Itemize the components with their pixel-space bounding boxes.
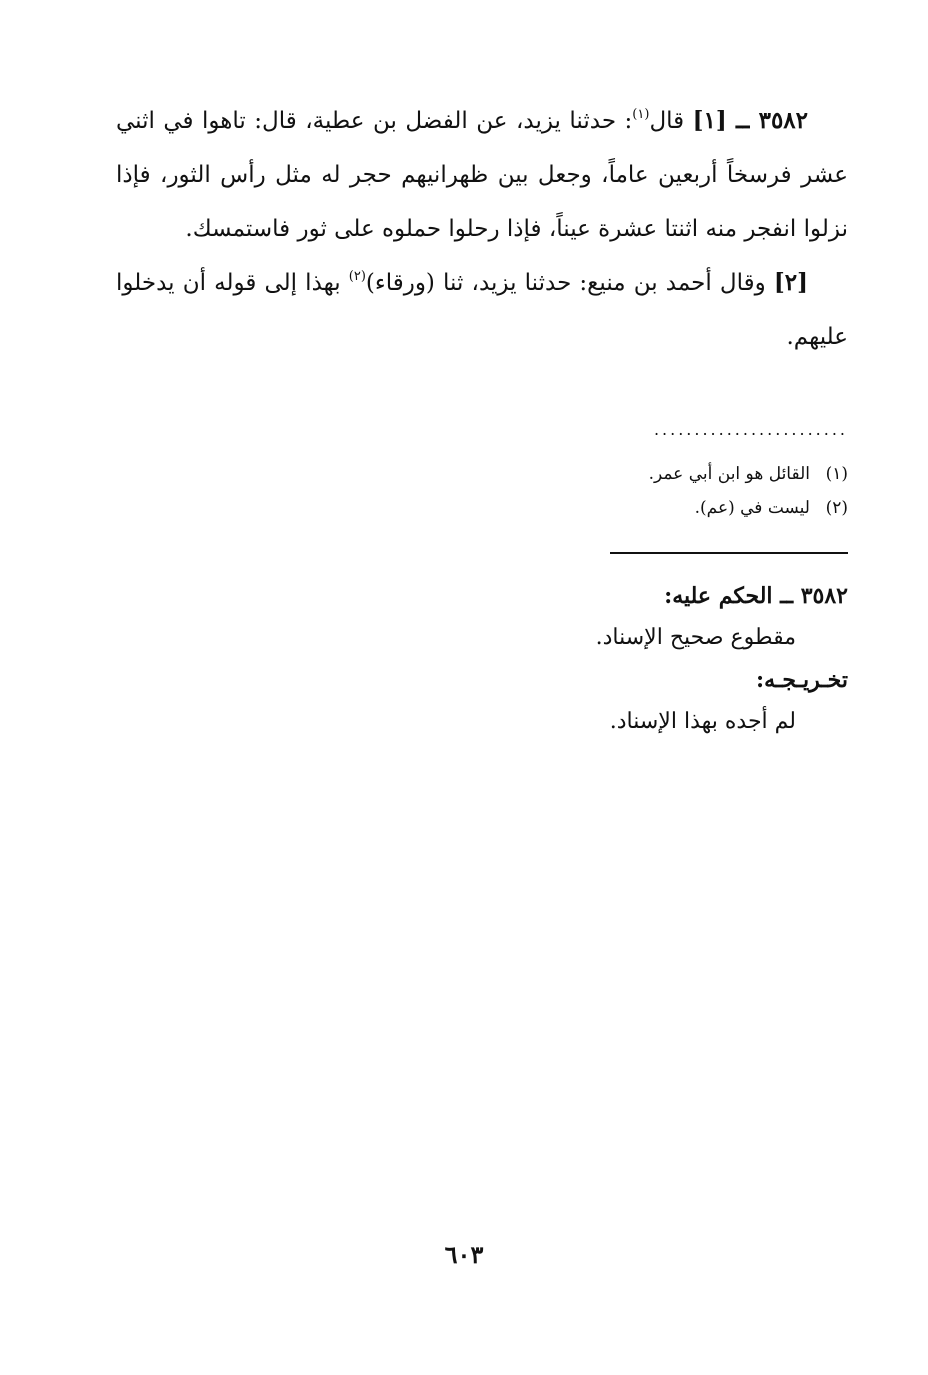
footnote-2	[116, 491, 848, 525]
takhrij-text: لم أجده بهذا الإسناد.	[609, 709, 796, 734]
ruling-verdict: مقطوع صحيح الإسناد.	[595, 625, 796, 650]
hadith-number: ٣٥٨٢ ــ [١]	[692, 107, 809, 134]
paragraph-2	[116, 256, 848, 364]
paragraph-2-text-a: وقال أحمد بن منيع: حدثنا يزيد، ثنا (ورقاء)	[365, 270, 774, 296]
paragraph-1-text-a: قال	[649, 108, 693, 134]
footnote-separator: ........................	[653, 420, 848, 439]
footnote-ref-2[interactable]: (٢)	[348, 269, 366, 284]
footnotes	[116, 457, 848, 525]
ruling-section	[116, 575, 848, 743]
footnote-text: ليست في (عم).	[694, 498, 810, 518]
sub-number: [٢]	[773, 269, 808, 296]
paragraph-1-text-b: : حدثنا يزيد، عن الفضل بن عطية، قال: تاهوا في اثني عشر فرسخاً أربعين عاماً، وجعل بين ظهرانيهم حجر له مثل رأس الثور، فإذا نزلوا انفجر منه اثنتا عشرة عيناً، فإذا رحلوا حملوه على ثور فاستمسك.	[116, 108, 848, 242]
footnote-number: (٢)	[825, 498, 848, 518]
main-text	[116, 94, 848, 364]
ruling-heading: ٣٥٨٢ ــ الحكم عليه:	[664, 583, 848, 609]
section-divider	[610, 552, 848, 554]
footnote-ref-1[interactable]: (١)	[632, 107, 650, 122]
footnote-text: القائل هو ابن أبي عمر.	[648, 464, 810, 484]
takhrij-heading: تخـريـجـه:	[755, 667, 848, 693]
paragraph-2-text-b: بهذا إلى قوله أن يدخلوا عليهم.	[116, 270, 848, 350]
page-number: ٦٠٣	[444, 1240, 484, 1269]
footnote-number: (١)	[825, 464, 848, 484]
footnote-1	[116, 457, 848, 491]
paragraph-1	[116, 94, 848, 256]
